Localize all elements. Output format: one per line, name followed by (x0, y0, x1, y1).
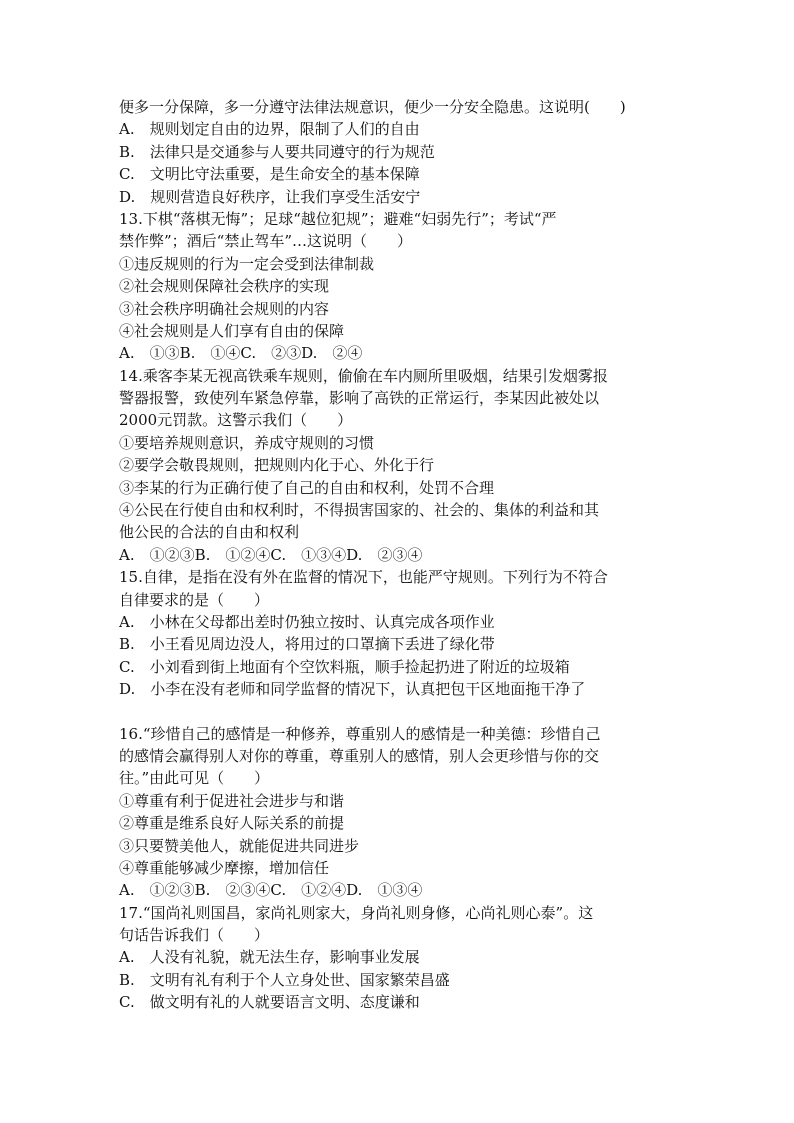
q17-option-b: B. 文明有礼有利于个人立身处世、国家繁荣昌盛 (119, 970, 450, 989)
q16-stem-line: 16.“珍惜自己的感情是一种修养，尊重别人的感情是一种美德：珍惜自己 (119, 724, 601, 743)
q12-stem: 便多一分保障，多一分遵守法律法规意识，便少一分安全隐患。这说明( ) (119, 98, 626, 116)
q15-option-d: D. 小李在没有老师和同学监督的情况下，认真把包干区地面拖干净了 (119, 680, 586, 699)
q16-answers: A. ①②③B. ②③④C. ①②④D. ①③④ (119, 881, 423, 900)
q16-item-3: ③只要赞美他人，就能促进共同进步 (119, 836, 360, 855)
blank-line (119, 701, 679, 723)
q13-item-1: ①违反规则的行为一定会受到法律制裁 (119, 254, 375, 273)
q17-option-a: A. 人没有礼貌，就无法生存，影响事业发展 (119, 948, 420, 967)
q16-stem-line: 往。”由此可见（ ） (119, 769, 270, 788)
q12-option-c: C. 文明比守法重要，是生命安全的基本保障 (119, 165, 420, 184)
q12-option-a: A. 规则划定自由的边界，限制了人们的自由 (119, 120, 420, 139)
q12-option-d: D. 规则营造良好秩序，让我们享受生活安宁 (119, 187, 421, 206)
q14-item-1: ①要培养规则意识，养成守规则的习惯 (119, 433, 375, 452)
q15-stem-line: 自律要求的是（ ） (119, 590, 270, 609)
q17-stem-line: 句话告诉我们（ ） (119, 926, 270, 945)
q14-item-4: ④公民在行使自由和权利时，不得损害国家的、社会的、集体的利益和其 (119, 501, 600, 520)
q15-option-a: A. 小林在父母都出差时仍独立按时、认真完成各项作业 (119, 612, 495, 631)
q13-stem-line: 13.下棋“落棋无悔”；足球“越位犯规”；避难“妇弱先行”；考试“严 (119, 209, 557, 228)
exam-page (119, 96, 679, 1014)
q14-stem-line: 14.乘客李某无视高铁乘车规则，偷偷在车内厕所里吸烟，结果引发烟雾报 (119, 366, 608, 385)
q13-answers: A. ①③B. ①④C. ②③D. ②④ (119, 344, 363, 363)
q13-stem-line: 禁作弊”；酒后“禁止驾车”…这说明（ ） (119, 232, 413, 251)
q14-stem-line: 警器报警，致使列车紧急停靠，影响了高铁的正常运行，李某因此被处以 (119, 389, 600, 408)
q14-stem-line: 2000元罚款。这警示我们（ ） (119, 411, 353, 430)
q16-item-2: ②尊重是维系良好人际关系的前提 (119, 814, 345, 833)
q15-stem-line: 15.自律，是指在没有外在监督的情况下，也能严守规则。下列行为不符合 (119, 568, 608, 587)
q16-item-4: ④尊重能够减少摩擦，增加信任 (119, 858, 330, 877)
q12-option-b: B. 法律只是交通参与人要共同遵守的行为规范 (119, 142, 435, 161)
q16-stem-line: 的感情会赢得别人对你的尊重，尊重别人的感情，别人会更珍惜与你的交 (119, 746, 600, 765)
q16-item-1: ①尊重有利于促进社会进步与和谐 (119, 791, 345, 810)
q14-answers: A. ①②③B. ①②④C. ①③④D. ②③④ (119, 545, 423, 564)
q14-item-4-cont: 他公民的合法的自由和权利 (119, 523, 300, 542)
q17-stem-line: 17.“国尚礼则国昌，家尚礼则家大，身尚礼则身修，心尚礼则心泰”。这 (119, 903, 594, 922)
q13-item-2: ②社会规则保障社会秩序的实现 (119, 277, 330, 296)
q14-item-2: ②要学会敬畏规则，把规则内化于心、外化于行 (119, 456, 435, 475)
q15-option-c: C. 小刘看到街上地面有个空饮料瓶，顺手捡起扔进了附近的垃圾箱 (119, 657, 570, 676)
q13-item-3: ③社会秩序明确社会规则的内容 (119, 299, 330, 318)
q15-option-b: B. 小王看见周边没人，将用过的口罩摘下丢进了绿化带 (119, 635, 495, 654)
q13-item-4: ④社会规则是人们享有自由的保障 (119, 321, 345, 340)
q17-option-c: C. 做文明有礼的人就要语言文明、态度谦和 (119, 993, 420, 1012)
q14-item-3: ③李某的行为正确行使了自己的自由和权利，处罚不合理 (119, 478, 495, 497)
